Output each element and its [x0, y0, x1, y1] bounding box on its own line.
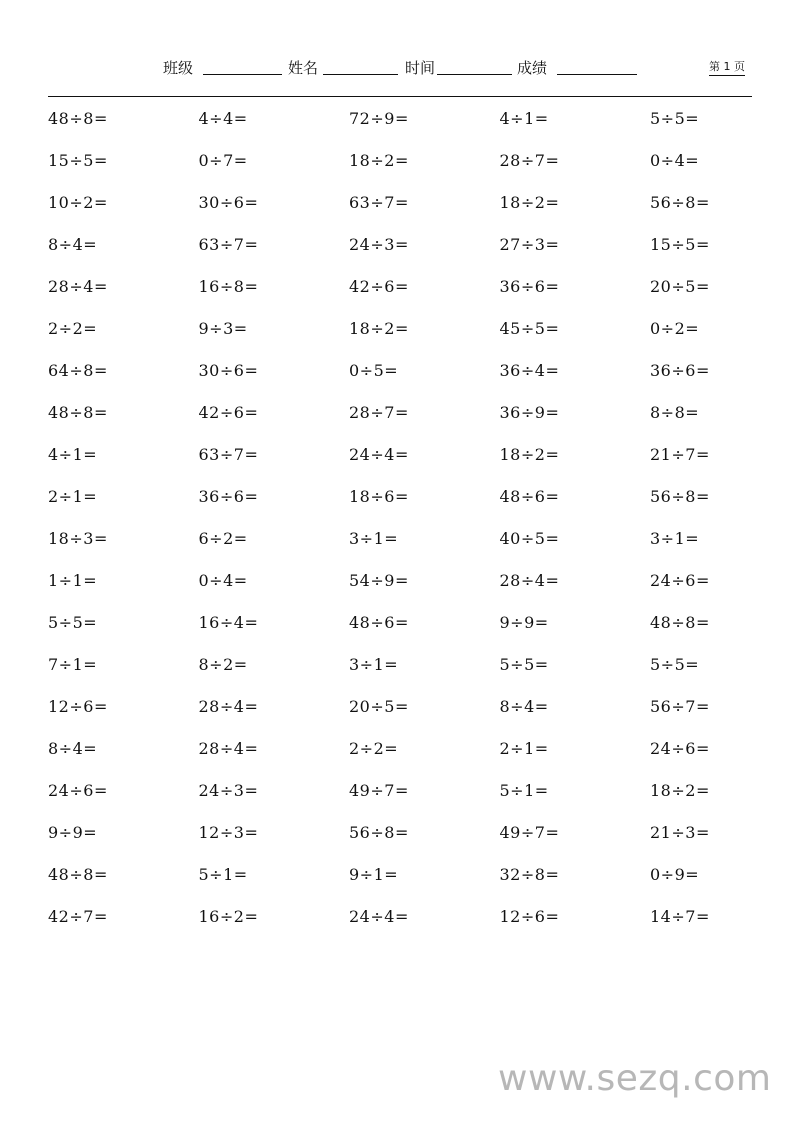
division-problem: 45÷5=: [499, 319, 560, 338]
problem-row: [48, 822, 800, 864]
division-problem: 48÷6=: [349, 613, 409, 632]
problem-row: [48, 696, 800, 738]
division-problem: 28÷4=: [499, 571, 560, 590]
class-blank[interactable]: [203, 74, 282, 75]
division-problem: 18÷3=: [48, 529, 108, 548]
division-problem: 24÷3=: [349, 235, 409, 254]
name-label: 姓名: [288, 59, 319, 77]
division-problem: 3÷1=: [650, 529, 700, 548]
time-blank[interactable]: [437, 74, 512, 75]
problem-row: [48, 486, 800, 528]
division-problem: 24÷4=: [349, 907, 409, 926]
division-problem: 12÷6=: [48, 697, 108, 716]
division-problem: 0÷2=: [650, 319, 700, 338]
division-problem: 42÷6=: [198, 403, 259, 422]
division-problem: 0÷4=: [650, 151, 700, 170]
division-problem: 6÷2=: [198, 529, 248, 548]
division-problem: 21÷3=: [650, 823, 710, 842]
division-problem: 48÷8=: [650, 613, 710, 632]
division-problem: 30÷6=: [198, 361, 259, 380]
division-problem: 5÷5=: [48, 613, 98, 632]
division-problem: 8÷8=: [650, 403, 700, 422]
page-number: 第 1 页: [709, 60, 745, 76]
division-problem: 36÷4=: [499, 361, 560, 380]
division-problem: 56÷8=: [349, 823, 409, 842]
division-problem: 42÷7=: [48, 907, 108, 926]
division-problem: 63÷7=: [198, 235, 259, 254]
division-problem: 24÷6=: [650, 739, 710, 758]
problem-row: [48, 402, 800, 444]
division-problem: 9÷9=: [48, 823, 98, 842]
division-problem: 28÷4=: [48, 277, 108, 296]
division-problem: 2÷1=: [48, 487, 98, 506]
division-problem: 5÷5=: [650, 109, 700, 128]
division-problem: 56÷7=: [650, 697, 710, 716]
division-problem: 5÷5=: [650, 655, 700, 674]
problem-row: [48, 276, 800, 318]
division-problem: 28÷7=: [349, 403, 409, 422]
division-problem: 40÷5=: [499, 529, 560, 548]
problem-row: [48, 192, 800, 234]
division-problem: 36÷9=: [499, 403, 560, 422]
problem-row: [48, 360, 800, 402]
division-problem: 9÷3=: [198, 319, 248, 338]
problem-row: [48, 528, 800, 570]
division-problem: 24÷3=: [198, 781, 259, 800]
division-problem: 8÷2=: [198, 655, 248, 674]
division-problem: 64÷8=: [48, 361, 108, 380]
problem-row: [48, 108, 800, 150]
division-problem: 5÷5=: [499, 655, 549, 674]
division-problem: 12÷6=: [499, 907, 560, 926]
division-problem: 4÷1=: [48, 445, 98, 464]
problem-row: [48, 444, 800, 486]
division-problem: 5÷1=: [198, 865, 248, 884]
problem-row: [48, 150, 800, 192]
division-problem: 2÷1=: [499, 739, 549, 758]
division-problem: 63÷7=: [349, 193, 409, 212]
header-divider: [48, 96, 752, 97]
problem-row: [48, 864, 800, 906]
division-problem: 0÷5=: [349, 361, 399, 380]
division-problem: 48÷8=: [48, 865, 108, 884]
division-problem: 36÷6=: [499, 277, 560, 296]
division-problem: 36÷6=: [198, 487, 259, 506]
division-problem: 7÷1=: [48, 655, 98, 674]
division-problem: 24÷6=: [650, 571, 710, 590]
division-problem: 21÷7=: [650, 445, 710, 464]
division-problem: 24÷4=: [349, 445, 409, 464]
name-blank[interactable]: [323, 74, 398, 75]
division-problem: 15÷5=: [48, 151, 108, 170]
score-label: 成绩: [517, 59, 548, 77]
division-problem: 48÷6=: [499, 487, 560, 506]
watermark: www.sezq.com: [498, 1058, 772, 1099]
division-problem: 18÷2=: [499, 445, 560, 464]
division-problem: 28÷4=: [198, 739, 259, 758]
division-problem: 10÷2=: [48, 193, 108, 212]
worksheet-header: [0, 58, 800, 80]
class-label: 班级: [163, 59, 194, 77]
division-problem: 3÷1=: [349, 655, 399, 674]
problem-row: [48, 780, 800, 822]
division-problem: 4÷4=: [198, 109, 248, 128]
problem-row: [48, 654, 800, 696]
division-problem: 56÷8=: [650, 193, 710, 212]
division-problem: 28÷4=: [198, 697, 259, 716]
division-problem: 18÷2=: [650, 781, 710, 800]
division-problem: 18÷2=: [499, 193, 560, 212]
division-problem: 42÷6=: [349, 277, 409, 296]
division-problem: 3÷1=: [349, 529, 399, 548]
division-problem: 49÷7=: [349, 781, 409, 800]
score-blank[interactable]: [557, 74, 637, 75]
division-problem: 2÷2=: [48, 319, 98, 338]
division-problem: 15÷5=: [650, 235, 710, 254]
division-problem: 28÷7=: [499, 151, 560, 170]
division-problem: 27÷3=: [499, 235, 560, 254]
division-problem: 36÷6=: [650, 361, 710, 380]
problem-row: [48, 570, 800, 612]
division-problem: 1÷1=: [48, 571, 98, 590]
division-problem: 48÷8=: [48, 403, 108, 422]
division-problem: 20÷5=: [349, 697, 409, 716]
division-problem: 16÷4=: [198, 613, 259, 632]
time-label: 时间: [405, 59, 436, 77]
division-problem: 48÷8=: [48, 109, 108, 128]
division-problem: 30÷6=: [198, 193, 259, 212]
division-problem: 4÷1=: [499, 109, 549, 128]
problem-grid: [48, 108, 800, 948]
division-problem: 0÷4=: [198, 571, 248, 590]
division-problem: 56÷8=: [650, 487, 710, 506]
division-problem: 5÷1=: [499, 781, 549, 800]
division-problem: 18÷6=: [349, 487, 409, 506]
division-problem: 8÷4=: [48, 235, 98, 254]
division-problem: 18÷2=: [349, 319, 409, 338]
division-problem: 32÷8=: [499, 865, 560, 884]
division-problem: 16÷2=: [198, 907, 259, 926]
problem-row: [48, 318, 800, 360]
division-problem: 24÷6=: [48, 781, 108, 800]
problem-row: [48, 906, 800, 948]
division-problem: 49÷7=: [499, 823, 560, 842]
division-problem: 8÷4=: [48, 739, 98, 758]
division-problem: 8÷4=: [499, 697, 549, 716]
division-problem: 54÷9=: [349, 571, 409, 590]
division-problem: 12÷3=: [198, 823, 259, 842]
division-problem: 72÷9=: [349, 109, 409, 128]
problem-row: [48, 234, 800, 276]
division-problem: 63÷7=: [198, 445, 259, 464]
division-problem: 14÷7=: [650, 907, 710, 926]
division-problem: 9÷1=: [349, 865, 399, 884]
division-problem: 0÷7=: [198, 151, 248, 170]
division-problem: 9÷9=: [499, 613, 549, 632]
division-problem: 18÷2=: [349, 151, 409, 170]
division-problem: 16÷8=: [198, 277, 259, 296]
division-problem: 0÷9=: [650, 865, 700, 884]
problem-row: [48, 738, 800, 780]
division-problem: 2÷2=: [349, 739, 399, 758]
problem-row: [48, 612, 800, 654]
division-problem: 20÷5=: [650, 277, 710, 296]
